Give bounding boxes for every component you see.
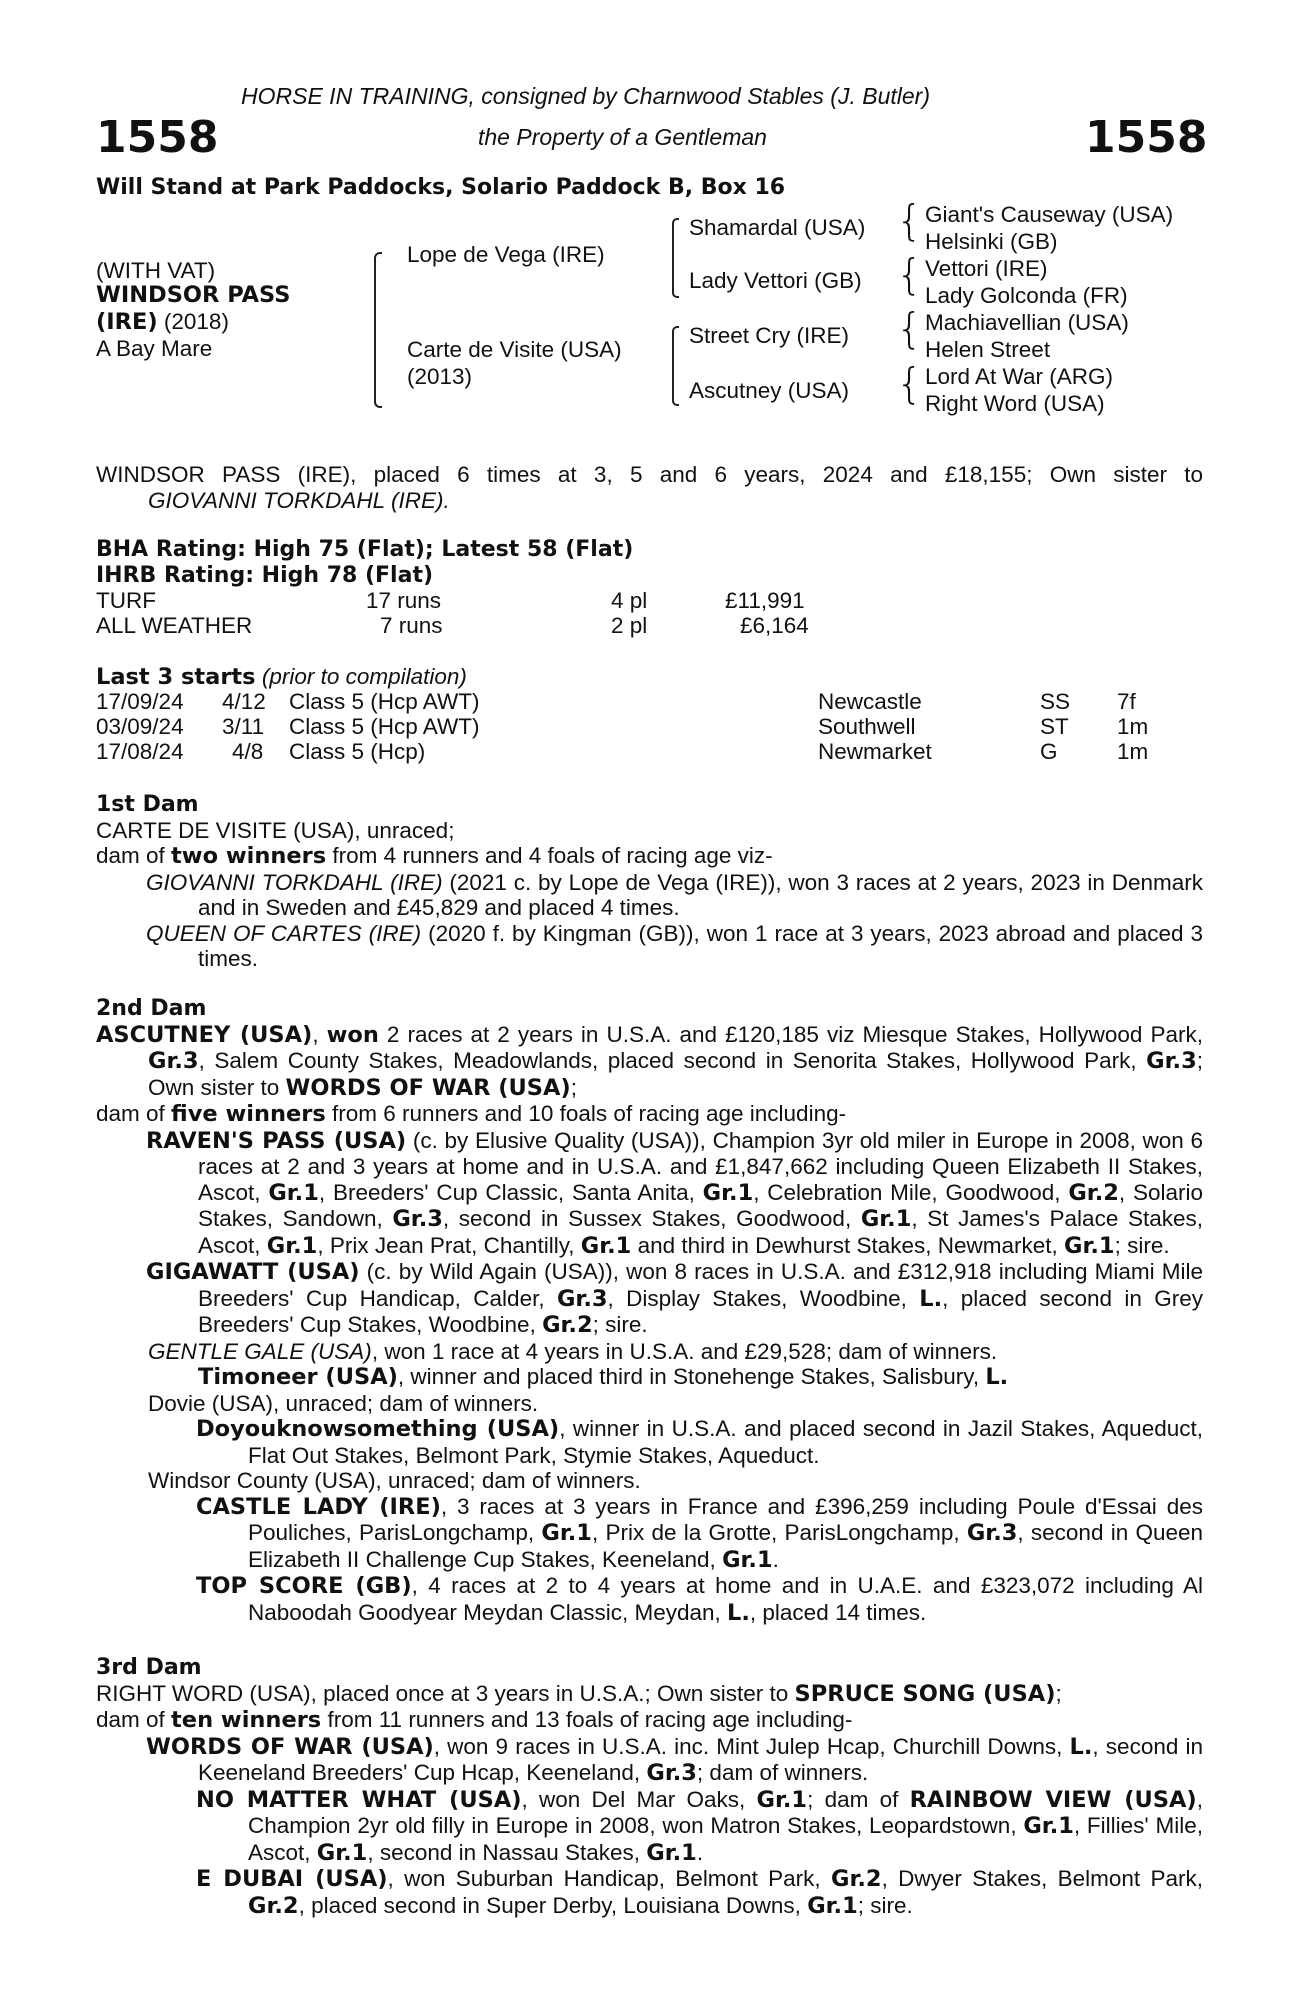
grade: Gr.1 [860, 1206, 912, 1232]
text-fragment: , Champion 2yr old filly in Europe in 2008, won Matron Stakes, Leopardstown, [248, 1786, 1203, 1838]
bha-rating: BHA Rating: High 75 (Flat); Latest 58 (Flat) [96, 537, 634, 562]
foal-name: Timoneer (USA) [198, 1364, 398, 1390]
text-fragment: 2 races at 2 years in U.S.A. and £120,185 viz Miesque Stakes, Hollywood Park, [378, 1021, 1203, 1047]
text-fragment: , won 9 races in U.S.A. inc. Mint Julep Hcap, Churchill Downs, [433, 1733, 1070, 1759]
pedigree-gen3-7: Lord At War (ARG) [925, 364, 1113, 389]
dam-name: ASCUTNEY (USA) [96, 1021, 313, 1048]
start-date-3: 17/08/24 [96, 739, 184, 764]
bracket-dam [672, 326, 679, 406]
text-fragment: from 11 runners and 13 foals of racing age including- [321, 1707, 853, 1732]
rating-surface-1: TURF [96, 588, 156, 613]
bracket-gen1 [374, 252, 382, 408]
sibling-name: SPRUCE SONG (USA) [794, 1680, 1056, 1707]
produce-entry [96, 1734, 1203, 1787]
start-course-3: Newmarket [818, 739, 932, 764]
text-fragment: , Breeders' Cup Classic, Santa Anita, [318, 1179, 703, 1205]
text-fragment: dam of [96, 1101, 172, 1126]
grade: Gr.1 [316, 1839, 368, 1866]
grade: Gr.2 [831, 1866, 882, 1892]
rating-runs-2: 7 runs [380, 613, 443, 638]
dam-name: Carte de Visite (USA) [407, 337, 622, 362]
text-fragment: , St James's Palace Stakes, Ascot, [198, 1206, 1203, 1258]
pedigree-gen3-5: Machiavellian (USA) [925, 310, 1129, 335]
pedigree-gen3-6: Helen Street [925, 337, 1051, 362]
text-fragment: . [772, 1546, 779, 1572]
text-fragment: (c. by Wild Again (USA)), won 8 races in U.S.A. and £312,918 including Miami Mile Breeders' Cup Handicap, Calder, [198, 1259, 1204, 1311]
third-dam-heading: 3rd Dam [96, 1655, 202, 1680]
foal-name: Doyouknowsomething (USA) [196, 1416, 560, 1442]
start-race-2: Class 5 (Hcp AWT) [289, 714, 480, 739]
foal-name: RAINBOW VIEW (USA) [909, 1786, 1197, 1813]
text-fragment: , Celebration Mile, Goodwood, [753, 1179, 1069, 1205]
grade: Gr.1 [1023, 1813, 1074, 1839]
consignment-line: HORSE IN TRAINING, consigned by Charnwood Stables (J. Butler) [241, 83, 930, 109]
rating-placed-2: 2 pl [611, 613, 648, 638]
foal-name: NO MATTER WHAT (USA) [196, 1786, 522, 1813]
third-dam-record [96, 1681, 1203, 1708]
text-fragment: , 3 races at 3 years in France and £396,259 including Poule d'Essai des Pouliches, ParisLongchamp, [248, 1493, 1203, 1545]
text-fragment: ; [1055, 1680, 1062, 1706]
sibling-name: WORDS OF WAR (USA) [285, 1074, 571, 1101]
produce-entry [96, 921, 1203, 972]
brace-3: { [896, 304, 923, 353]
grade: Gr.1 [702, 1179, 754, 1206]
grade: Gr.3 [392, 1206, 443, 1232]
start-dist-1: 7f [1117, 689, 1136, 714]
sire-name: Lope de Vega (IRE) [407, 242, 605, 267]
grade: L. [1069, 1733, 1093, 1760]
produce-entry [96, 1494, 1203, 1574]
foal-name: GIGAWATT (USA) [146, 1259, 360, 1285]
horse-year: (2018) [157, 309, 229, 334]
second-dam-section [96, 996, 1203, 1626]
grade: Gr.1 [807, 1892, 858, 1919]
text-fragment: dam of [96, 843, 172, 868]
horse-origin: (IRE) [96, 309, 158, 335]
property-line: the Property of a Gentleman [478, 124, 767, 150]
produce-entry [96, 1128, 1203, 1260]
race-summary [96, 462, 1203, 513]
grade: Gr.1 [646, 1839, 697, 1866]
brace-1: { [896, 196, 923, 245]
text-fragment: RIGHT WORD (USA), placed once at 3 years in U.S.A.; Own sister to [96, 1680, 795, 1706]
text-fragment: , placed second in Super Derby, Louisiana Downs, [298, 1892, 808, 1918]
grade: Gr.2 [1068, 1179, 1119, 1206]
lot-number-right: 1558 [1085, 112, 1208, 163]
foal-name: GIOVANNI TORKDAHL (IRE) [146, 869, 443, 895]
produce-entry: Windsor County (USA), unraced; dam of winners. [148, 1468, 641, 1493]
rating-runs-1: 17 runs [366, 588, 442, 613]
grade: L. [985, 1364, 1009, 1390]
produce-entry [96, 1866, 1203, 1919]
text-fragment: , [312, 1021, 327, 1047]
text-fragment: and third in Dewhurst Stakes, Newmarket, [631, 1232, 1065, 1258]
foal-name: QUEEN OF CARTES (IRE) [146, 920, 422, 946]
start-race-3: Class 5 (Hcp) [289, 739, 426, 764]
first-dam-section [96, 792, 1203, 972]
produce-entry: Dovie (USA), unraced; dam of winners. [148, 1390, 539, 1416]
start-dist-2: 1m [1117, 714, 1149, 739]
text-fragment: , winner and placed third in Stonehenge Stakes, Salisbury, [397, 1364, 986, 1389]
text-fragment: , Dwyer Stakes, Belmont Park, [881, 1866, 1203, 1891]
text-fragment: won [326, 1021, 379, 1048]
start-date-1: 17/09/24 [96, 689, 184, 714]
produce-entry [96, 1416, 1203, 1468]
last-starts-title: Last 3 starts [96, 664, 256, 690]
text-fragment: from 6 runners and 10 foals of racing age including- [325, 1101, 847, 1126]
start-course-2: Southwell [818, 714, 916, 739]
foal-name: CASTLE LADY (IRE) [196, 1493, 441, 1520]
text-fragment: , placed 14 times. [749, 1599, 927, 1625]
rating-placed-1: 4 pl [611, 588, 648, 613]
vat-note: (WITH VAT) [96, 258, 216, 283]
foal-name: GENTLE GALE (USA) [148, 1338, 372, 1364]
horse-origin-year [96, 309, 229, 335]
pedigree-gen3-8: Right Word (USA) [925, 391, 1105, 416]
lot-number-left: 1558 [96, 112, 219, 163]
produce-entry [96, 1573, 1203, 1626]
start-going-2: ST [1040, 714, 1069, 739]
start-pos-3: 4/8 [232, 739, 264, 764]
brace-4: { [896, 359, 923, 408]
winners-count: two winners [171, 843, 327, 869]
grade: Gr.1 [541, 1520, 592, 1546]
summary-sibling: GIOVANNI TORKDAHL (IRE). [148, 487, 450, 513]
start-dist-3: 1m [1117, 739, 1149, 764]
second-dam-produce [96, 1101, 1203, 1128]
text-fragment: , placed second in Grey Breeders' Cup Stakes, Woodbine, [198, 1285, 1204, 1337]
rating-surface-2: ALL WEATHER [96, 613, 253, 638]
text-fragment: , won Del Mar Oaks, [521, 1786, 757, 1812]
pedigree-gen3-3: Vettori (IRE) [925, 256, 1048, 281]
foal-name: RAVEN'S PASS (USA) [146, 1127, 407, 1154]
third-dam-section [96, 1655, 1203, 1919]
grade: Gr.3 [556, 1285, 608, 1312]
text-fragment: from 4 runners and 4 foals of racing age viz- [326, 843, 773, 868]
text-fragment: ; dam of winners. [696, 1760, 869, 1785]
text-fragment: , won 1 race at 4 years in U.S.A. and £29,528; dam of winners. [371, 1338, 998, 1364]
grade: Gr.3 [966, 1520, 1018, 1546]
text-fragment: , Prix Jean Prat, Chantilly, [317, 1232, 581, 1258]
text-fragment: , Prix de la Grotte, ParisLongchamp, [591, 1520, 967, 1545]
brace-2: { [896, 250, 923, 299]
pedigree-gen2-3: Street Cry (IRE) [689, 323, 850, 348]
foal-name: E DUBAI (USA) [196, 1866, 388, 1892]
horse-description: A Bay Mare [96, 336, 213, 361]
text-fragment: , second in Nassau Stakes, [367, 1839, 647, 1865]
text-fragment: , second in Keeneland Breeders' Cup Hcap, Keeneland, [198, 1733, 1203, 1785]
stabling-location: Will Stand at Park Paddocks, Solario Paddock B, Box 16 [96, 175, 786, 200]
grade: Gr.3 [1146, 1048, 1197, 1074]
third-dam-produce [96, 1707, 1203, 1734]
last-starts-heading [96, 664, 467, 690]
text-fragment: , Solario Stakes, Sandown, [198, 1179, 1203, 1231]
text-fragment: ; sire. [857, 1892, 913, 1918]
pedigree-gen3-4: Lady Golconda (FR) [925, 283, 1128, 308]
last-starts-note: (prior to compilation) [261, 664, 467, 689]
start-pos-1: 4/12 [222, 689, 266, 714]
produce-entry [96, 1339, 1203, 1365]
rating-prize-2: £6,164 [740, 613, 809, 638]
grade: Gr.2 [248, 1892, 299, 1919]
foal-record: (2020 f. by Kingman (GB)), won 1 race at 3 years, 2023 abroad and placed 3 times. [198, 920, 1203, 971]
produce-entry [96, 1259, 1203, 1339]
foal-name: WORDS OF WAR (USA) [146, 1733, 434, 1760]
pedigree-gen2-2: Lady Vettori (GB) [689, 268, 862, 293]
produce-entry [96, 870, 1203, 921]
text-fragment: , winner in U.S.A. and placed second in Jazil Stakes, Aqueduct, Flat Out Stakes, Belmont Park, Stymie Stakes, Aqueduct. [248, 1416, 1203, 1468]
first-dam-intro: CARTE DE VISITE (USA), unraced; [96, 817, 455, 843]
text-fragment: , Fillies' Mile, Ascot, [248, 1813, 1203, 1865]
text-fragment: ; [570, 1074, 577, 1100]
foal-record: (2021 c. by Lope de Vega (IRE)), won 3 races at 2 years, 2023 in Denmark and in Sweden and £45,829 and placed 4 times. [198, 869, 1203, 920]
text-fragment: ; Own sister to [148, 1048, 1203, 1100]
horse-name: WINDSOR PASS [96, 282, 291, 308]
pedigree-gen3-2: Helsinki (GB) [925, 229, 1058, 254]
text-fragment: . [696, 1839, 704, 1865]
text-fragment: , second in Sussex Stakes, Goodwood, [442, 1206, 861, 1231]
text-fragment: ; sire. [592, 1312, 648, 1337]
grade: Gr.1 [722, 1546, 773, 1573]
dam-year: (2013) [407, 364, 473, 389]
grade: Gr.1 [266, 1232, 318, 1259]
text-fragment: , Display Stakes, Woodbine, [607, 1285, 920, 1311]
text-fragment: ; dam of [807, 1786, 910, 1812]
grade: Gr.1 [756, 1786, 808, 1813]
text-fragment: , 4 races at 2 to 4 years at home and in U.A.E. and £323,072 including Al Naboodah Goodyear Meydan Classic, Meydan, [248, 1573, 1204, 1625]
start-race-1: Class 5 (Hcp AWT) [289, 689, 480, 714]
foal-name: TOP SCORE (GB) [196, 1573, 412, 1599]
grade: Gr.2 [542, 1312, 593, 1338]
text-fragment: dam of [96, 1707, 172, 1732]
pedigree-gen3-1: Giant's Causeway (USA) [925, 202, 1174, 227]
text-fragment: , won Suburban Handicap, Belmont Park, [387, 1866, 832, 1891]
second-dam-heading: 2nd Dam [96, 996, 207, 1021]
grade: Gr.1 [1064, 1232, 1115, 1259]
start-pos-2: 3/11 [222, 714, 265, 739]
pedigree-gen2-1: Shamardal (USA) [689, 215, 866, 240]
second-dam-record [96, 1022, 1203, 1102]
first-dam-heading: 1st Dam [96, 792, 199, 817]
text-fragment: , Salem County Stakes, Meadowlands, placed second in Senorita Stakes, Hollywood Park, [198, 1048, 1147, 1073]
start-going-1: SS [1040, 689, 1071, 714]
pedigree-gen2-4: Ascutney (USA) [689, 378, 850, 403]
produce-entry [96, 1787, 1203, 1867]
text-fragment: , second in Queen Elizabeth II Challenge Cup Stakes, Keeneland, [248, 1520, 1204, 1572]
first-dam-produce [96, 843, 1203, 870]
start-course-1: Newcastle [818, 689, 922, 714]
text-fragment: ; sire. [1114, 1232, 1170, 1258]
grade: Gr.3 [148, 1048, 199, 1074]
grade: Gr.3 [646, 1760, 697, 1786]
produce-entry [96, 1364, 1203, 1391]
winners-count: five winners [171, 1101, 326, 1127]
winners-count: ten winners [171, 1707, 322, 1733]
bracket-sire [672, 218, 679, 298]
grade: L. [727, 1599, 750, 1626]
summary-line: WINDSOR PASS (IRE), placed 6 times at 3, 5 and 6 years, 2024 and £18,155; Own sister to [96, 462, 1203, 487]
grade: Gr.1 [268, 1179, 319, 1206]
start-going-3: G [1040, 739, 1058, 764]
grade: L. [919, 1285, 943, 1312]
grade: Gr.1 [580, 1232, 632, 1259]
text-fragment: (c. by Elusive Quality (USA)), Champion 3yr old miler in Europe in 2008, won 6 races at 2 and 3 years at home and in U.S.A. and £1,847,662 including Queen Elizabeth II Stakes, Ascot, [198, 1127, 1203, 1205]
start-date-2: 03/09/24 [96, 714, 184, 739]
rating-prize-1: £11,991 [725, 588, 805, 613]
ihrb-rating: IHRB Rating: High 78 (Flat) [96, 563, 434, 588]
